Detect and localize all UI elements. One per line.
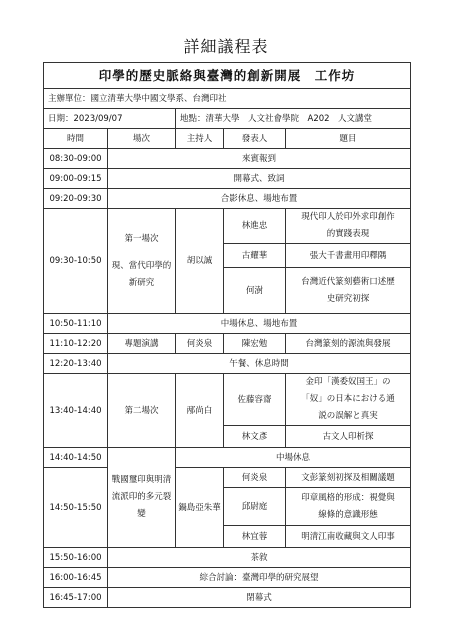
host-cell: 胡以誠 bbox=[176, 209, 224, 314]
host-cell: 何炎泉 bbox=[176, 334, 224, 354]
presenter-cell: 古耀華 bbox=[224, 244, 286, 268]
table-row bbox=[44, 588, 411, 608]
table-row bbox=[44, 149, 411, 169]
time-cell: 09:30-10:50 bbox=[44, 209, 108, 314]
presenter-cell: 林文彥 bbox=[224, 426, 286, 448]
event-cell: 合影休息、場地布置 bbox=[108, 189, 411, 209]
table-row bbox=[44, 548, 411, 568]
event-cell: 來賓報到 bbox=[108, 149, 411, 169]
table-row bbox=[44, 189, 411, 209]
time-cell: 10:50-11:10 bbox=[44, 314, 108, 334]
table-row bbox=[44, 314, 411, 334]
session-2-theme-line3: 變 bbox=[137, 509, 146, 519]
date: 日期：2023/09/07 bbox=[44, 109, 176, 129]
header-session: 場次 bbox=[108, 129, 176, 149]
time-cell: 16:45-17:00 bbox=[44, 588, 108, 608]
session-2-row-1 bbox=[44, 374, 411, 426]
document-title: 詳細議程表 bbox=[183, 37, 269, 56]
host-cell: 邴尚白 bbox=[176, 374, 224, 448]
topic-cell bbox=[286, 268, 411, 314]
time-cell: 11:10-12:20 bbox=[44, 334, 108, 354]
topic-line: 台灣近代篆刻藝術口述歷 bbox=[301, 276, 395, 287]
time-cell: 15:50-16:00 bbox=[44, 548, 108, 568]
time-cell: 12:20-13:40 bbox=[44, 354, 108, 374]
presenter-cell: 何炎泉 bbox=[224, 468, 286, 488]
session-2-theme-line1: 戰國璽印與明清 bbox=[111, 475, 172, 485]
event-cell: 茶敘 bbox=[108, 548, 411, 568]
header-host: 主持人 bbox=[176, 129, 224, 149]
time-cell: 16:00-16:45 bbox=[44, 568, 108, 588]
event-cell: 午餐、休息時間 bbox=[108, 354, 411, 374]
title-row bbox=[44, 63, 411, 89]
topic-cell: 古文人印析探 bbox=[286, 426, 411, 448]
agenda-table bbox=[43, 62, 411, 608]
topic-line: 説の誤解と真実 bbox=[318, 411, 378, 421]
time-cell: 14:50-15:50 bbox=[44, 468, 108, 548]
topic-line: 史研究初探 bbox=[326, 293, 370, 304]
event-cell: 開幕式、致詞 bbox=[108, 169, 411, 189]
date-venue-row bbox=[44, 109, 411, 129]
session-2-label: 第二場次 bbox=[108, 374, 176, 448]
time-cell: 13:40-14:40 bbox=[44, 374, 108, 448]
topic-line: 印章風格的形成：視覺與 bbox=[301, 492, 395, 503]
presenter-cell: 林宜蓉 bbox=[224, 526, 286, 548]
event-cell: 中場休息、場地布置 bbox=[108, 314, 411, 334]
topic-cell: 明清江南收藏與文人印事 bbox=[286, 526, 411, 548]
table-row bbox=[44, 169, 411, 189]
table-row bbox=[44, 334, 411, 354]
presenter-cell: 邱尉庭 bbox=[224, 488, 286, 526]
session-1-theme-line2: 新研究 bbox=[128, 277, 155, 288]
presenter-cell: 佐藤容齋 bbox=[224, 374, 286, 426]
event-cell: 中場休息 bbox=[176, 448, 411, 468]
header-row bbox=[44, 129, 411, 149]
presenter-cell: 陳宏勉 bbox=[224, 334, 286, 354]
event-cell: 閉幕式 bbox=[108, 588, 411, 608]
table-row bbox=[44, 568, 411, 588]
workshop-title: 印學的歷史脈絡與臺灣的創新開展 工作坊 bbox=[44, 63, 411, 89]
session-1-label: 第一場次 bbox=[124, 233, 159, 244]
topic-line: 金印「漢委奴国王」の bbox=[305, 377, 391, 387]
event-cell: 綜合討論：臺灣印學的研究展望 bbox=[108, 568, 411, 588]
header-time: 時間 bbox=[44, 129, 108, 149]
topic-cell bbox=[286, 209, 411, 244]
venue: 地點：清華大學 人文社會學院 A202 人文講堂 bbox=[176, 109, 411, 129]
time-cell: 14:40-14:50 bbox=[44, 448, 108, 468]
table-row bbox=[44, 354, 411, 374]
session-cell: 專題演講 bbox=[108, 334, 176, 354]
session-2b-row-1 bbox=[44, 468, 411, 488]
topic-cell: 文彭篆刻初探及相關議題 bbox=[286, 468, 411, 488]
header-presenter: 發表人 bbox=[224, 129, 286, 149]
topic-cell: 張大千書畫用印釋隅 bbox=[286, 244, 411, 268]
topic-line: 現代印人於印外求印創作 bbox=[301, 212, 395, 222]
topic-cell bbox=[286, 374, 411, 426]
topic-line: 線條的意識形態 bbox=[318, 509, 378, 520]
topic-line: 「奴」の日本における通 bbox=[301, 394, 395, 404]
table-row bbox=[44, 448, 411, 468]
session-1-cell bbox=[108, 209, 176, 314]
session-2-theme-cell bbox=[108, 448, 176, 548]
topic-line: 的實踐表現 bbox=[326, 229, 370, 239]
topic-cell: 台灣篆刻的源流與發展 bbox=[286, 334, 411, 354]
time-cell: 08:30-09:00 bbox=[44, 149, 108, 169]
session-2-theme-line2: 流派印的多元裂 bbox=[111, 492, 172, 502]
session-1-row-1 bbox=[44, 209, 411, 244]
presenter-cell: 何澍 bbox=[224, 268, 286, 314]
organizer-row bbox=[44, 89, 411, 109]
time-cell: 09:20-09:30 bbox=[44, 189, 108, 209]
topic-cell bbox=[286, 488, 411, 526]
time-cell: 09:00-09:15 bbox=[44, 169, 108, 189]
host-cell: 鍋島亞朱華 bbox=[176, 468, 224, 548]
session-1-theme-line1: 現、當代印學的 bbox=[111, 260, 172, 271]
organizer: 主辦單位：國立清華大學中國文學系、台灣印社 bbox=[44, 89, 411, 109]
presenter-cell: 林進忠 bbox=[224, 209, 286, 244]
header-topic: 題目 bbox=[286, 129, 411, 149]
